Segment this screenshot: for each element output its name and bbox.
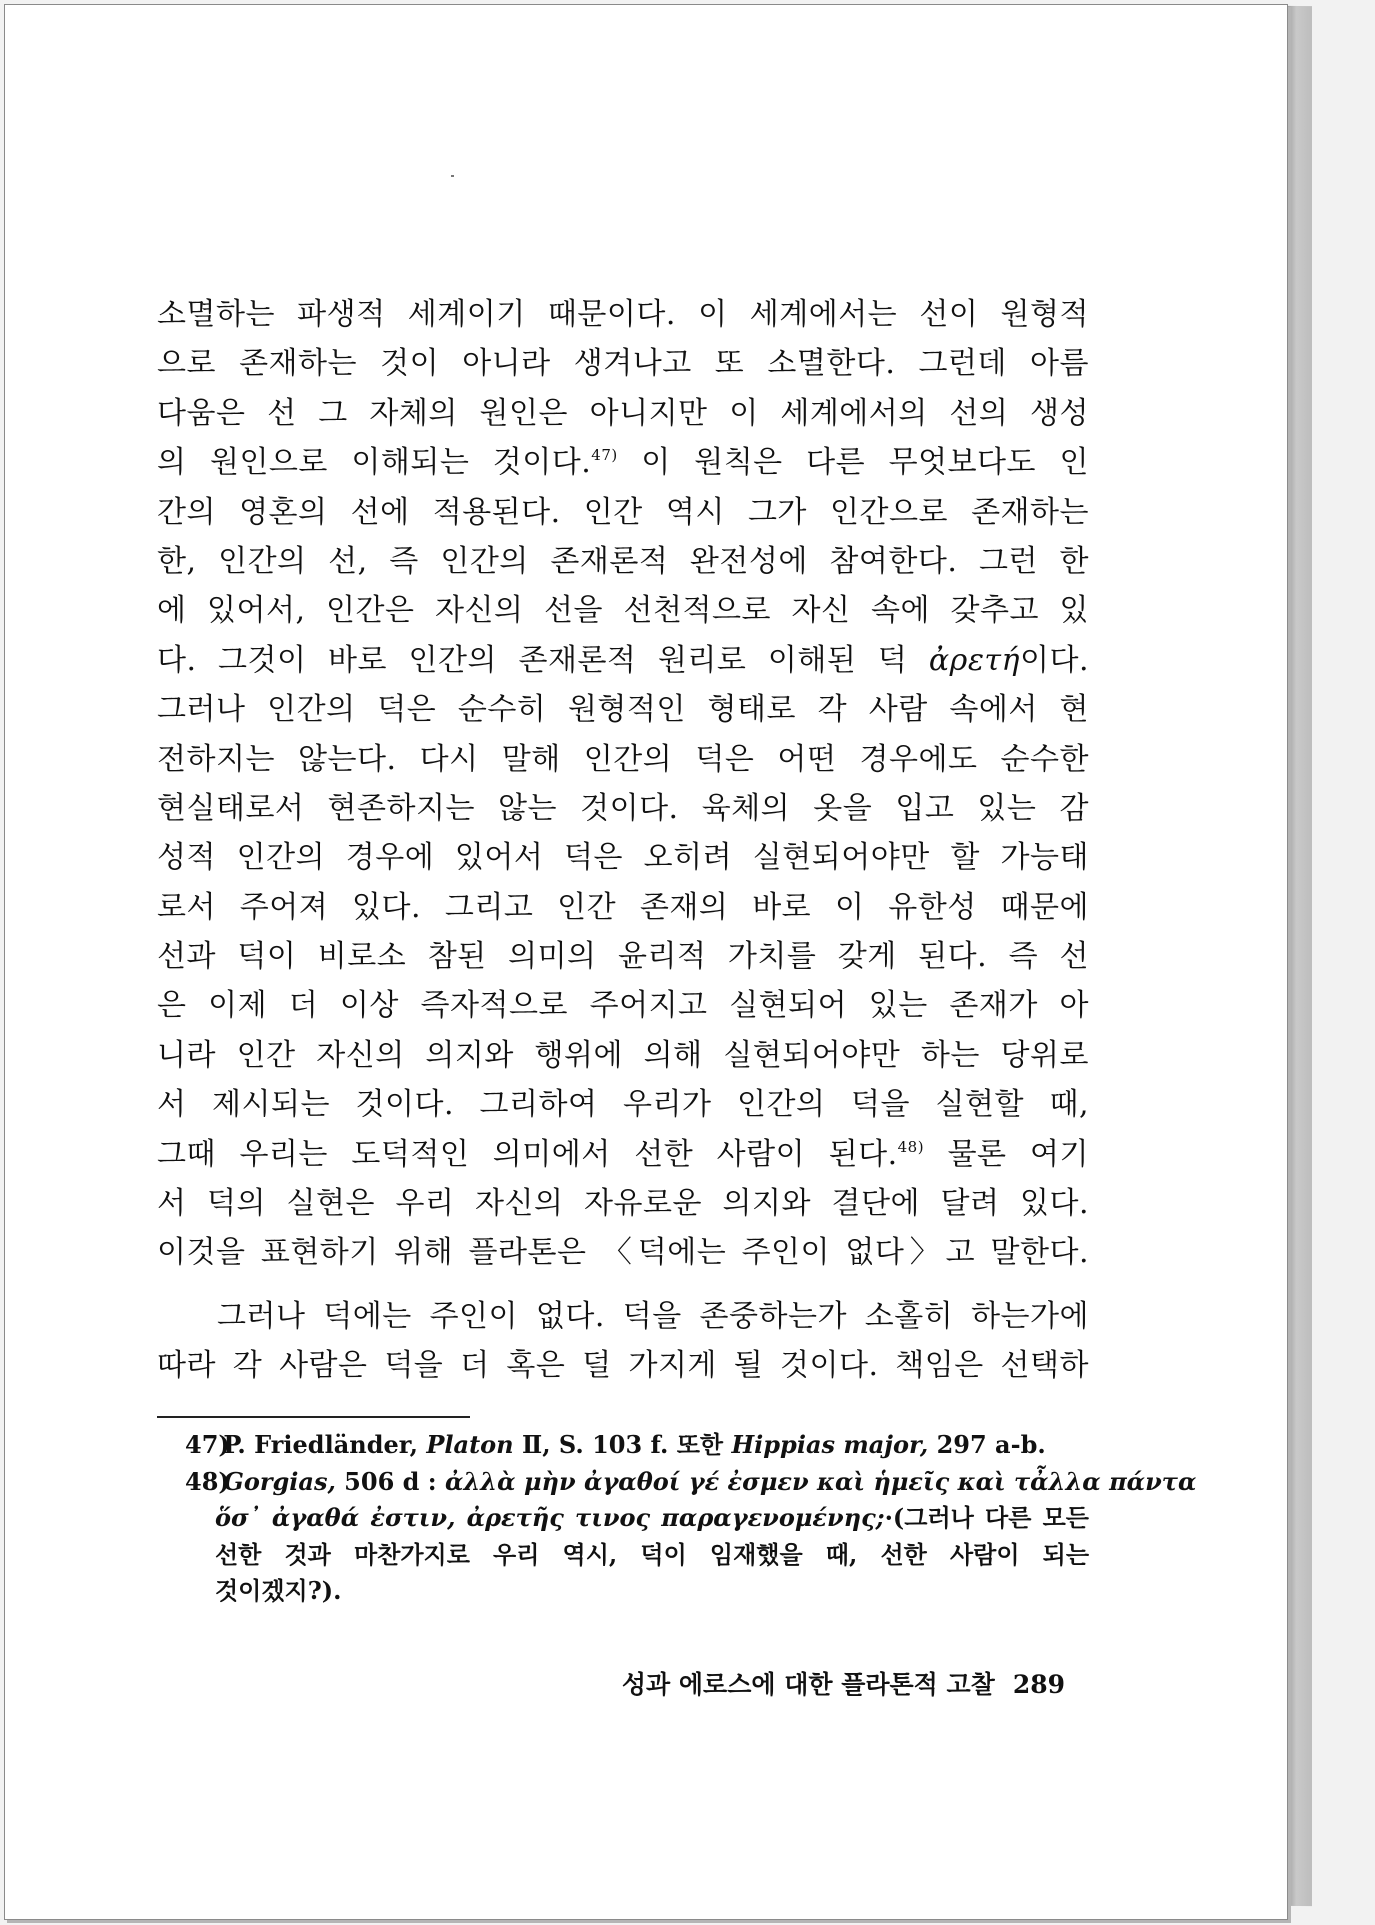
footnote-text: Ⅱ, S. 103 f. 또한	[513, 1430, 732, 1459]
text-line: 이것을 표현하기 위해 플라톤은 〈덕에는 주인이 없다〉고 말한다.	[157, 1235, 1089, 1271]
footnote-number: 48)	[185, 1466, 230, 1496]
text-line: 다움은 선 그 자체의 원인은 아니지만 이 세계에서의 선의 생성	[157, 395, 1089, 431]
footnote-author: P. Friedländer,	[223, 1430, 418, 1459]
text-line	[157, 438, 1089, 487]
running-footer	[505, 1665, 1065, 1701]
footnote-48-line: 선한 것과 마찬가지로 우리 역시, 덕이 임재했을 때, 선한 사람이 되는	[215, 1539, 1089, 1569]
footnote-48	[185, 1464, 1197, 1501]
running-title: 성과 에로스에 대한 플라톤적 고찰	[621, 1670, 995, 1699]
main-text	[157, 290, 1089, 1391]
text-line	[157, 636, 1089, 685]
text-line: 로서 주어져 있다. 그리고 인간 존재의 바로 이 유한성 때문에	[157, 889, 1089, 925]
text-line: 그러나 인간의 덕은 순수히 원형적인 형태로 각 사람 속에서 현	[157, 692, 1089, 728]
footnote-divider	[157, 1416, 470, 1418]
footnote-number: 47)	[185, 1430, 230, 1459]
text-line: 니라 인간 자신의 의지와 행위에 의해 실현되어야만 하는 당위로	[157, 1037, 1089, 1073]
paragraph-2	[157, 1292, 1089, 1391]
footnote-work: Gorgias,	[223, 1466, 336, 1496]
text-line: 에 있어서, 인간은 자신의 선을 선천적으로 자신 속에 갖추고 있	[157, 593, 1089, 629]
footnote-greek: ἀλλὰ μὴν ἀγαθοί γέ ἐσμεν καὶ ἡμεῖς καὶ τἆλλα πάντα	[445, 1466, 1197, 1496]
text-line: 은 이제 더 이상 즉자적으로 주어지고 실현되어 있는 존재가 아	[157, 988, 1089, 1024]
footnote-text: 506 d :	[335, 1466, 445, 1496]
footnote-title: Hippias major,	[731, 1430, 929, 1459]
footnotes	[185, 1427, 1197, 1610]
footnote-ref-48[interactable]: 48)	[897, 1137, 925, 1156]
text-line: 서 덕의 실현은 우리 자신의 자유로운 의지와 결단에 달려 있다.	[157, 1186, 1089, 1222]
text-line: 간의 영혼의 선에 적용된다. 인간 역시 그가 인간으로 존재하는	[157, 494, 1089, 530]
text-segment: 물론 여기	[924, 1136, 1089, 1172]
text-segment: 그때 우리는 도덕적인 의미에서 선한 사람이 된다.	[157, 1136, 898, 1172]
text-line: 그러나 덕에는 주인이 없다. 덕을 존중하는가 소홀히 하는가에	[217, 1298, 1089, 1334]
text-line: 으로 존재하는 것이 아니라 생겨나고 또 소멸한다. 그런데 아름	[157, 346, 1089, 382]
footnote-47	[185, 1427, 1089, 1464]
footnote-text: ·(그러나 다른 모든	[884, 1503, 1089, 1532]
book-page	[4, 4, 1288, 1920]
text-line: 현실태로서 현존하지는 않는 것이다. 육체의 옷을 입고 있는 감	[157, 790, 1089, 826]
footnote-text: 297 a-b.	[928, 1430, 1046, 1459]
text-line: 서 제시되는 것이다. 그리하여 우리가 인간의 덕을 실현할 때,	[157, 1087, 1089, 1123]
greek-word: ἀρετή	[928, 642, 1020, 678]
page-number: 289	[1012, 1670, 1065, 1699]
footnote-48-line	[185, 1500, 1089, 1537]
text-line: 선과 덕이 비로소 참된 의미의 윤리적 가치를 갖게 된다. 즉 선	[157, 939, 1089, 975]
footnote-title: Platon	[426, 1430, 514, 1459]
text-line	[157, 1130, 1089, 1179]
text-segment: 이다.	[1020, 642, 1089, 678]
text-line: 따라 각 사람은 덕을 더 혹은 덜 가지게 될 것이다. 책임은 선택하	[157, 1348, 1089, 1384]
text-line: 성적 인간의 경우에 있어서 덕은 오히려 실현되어야만 할 가능태	[157, 840, 1089, 876]
text-line: 전하지는 않는다. 다시 말해 인간의 덕은 어떤 경우에도 순수한	[157, 741, 1089, 777]
text-segment: 의 원인으로 이해되는 것이다.	[157, 445, 592, 481]
text-line: 소멸하는 파생적 세계이기 때문이다. 이 세계에서는 선이 원형적	[157, 297, 1089, 332]
footnote-greek: ὅσ᾽ ἀγαθά ἐστιν, ἀρετῆς τινος παραγενομένης;	[215, 1503, 885, 1532]
text-segment: 다. 그것이 바로 인간의 존재론적 원리로 이해된 덕	[157, 642, 908, 678]
page-edge	[1286, 6, 1312, 1906]
text-segment: 이 원칙은 다른 무엇보다도 인	[617, 445, 1089, 481]
text-line: 한, 인간의 선, 즉 인간의 존재론적 완전성에 참여한다. 그런 한	[157, 543, 1089, 579]
scan-speck	[451, 175, 454, 177]
footnote-48-line: 것이겠지?).	[215, 1576, 342, 1605]
footnote-ref-47[interactable]: 47)	[591, 446, 618, 465]
